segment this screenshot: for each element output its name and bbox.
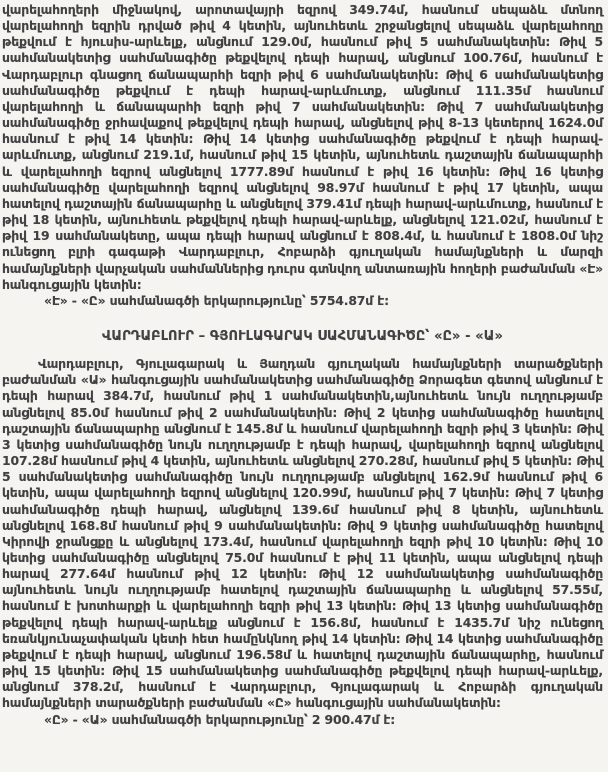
boundary-description-paragraph-2: Վարդաբլուր, Գյուլագարակ և Յաղդան գյուղական համայնքների տարածքների բաժանման «Ա» հանգուցային սահմանակետից սահմանագիծը Ձորագետ գետով անցնում է դեպի հարավ 384.7մ, հասնում թիվ 1 սահմանակետին,այնուհետև նույն ուղղությամբ անցնելով 85.0մ հասնում թիվ 2 սահմանակետին: Թիվ 2 կետից սահմանագիծը հատելով դաշտային ճանապարհը անցնում է 145.8մ և հասնում վարելահողի եզրի թիվ 3 կետին: Թիվ 3 կետից սահմանագիծը նույն ուղղությամբ է դեպի հարավ, վարելահողի եզրով անցնելով 107.28մ հասնում թիվ 4 կետին, այնուհետև անցնելով 270.28մ, հասնում թիվ 5 կետին: Թիվ 5 սահմանակետից սահմանագիծը նույն ուղղությամբ անցնելով 162.9մ հասնում թիվ 6 կետին, ապա վարելահողի եզրով անցնելով 120.99մ, հասնում թիվ 7 կետին: Թիվ 7 կետից սահմանագիծը դեպի հարավ, անցնելով 139.6մ հասնում թիվ 8 կետին, այնուհետև անցնելով 168.8մ հասնում թիվ 9 սահմանակետին: Թիվ 9 կետից սահմանագիծը հատելով Կիրովի ջրանցքը և անցնելով 173.4մ, հասնում վարելահողի եզրի թիվ 10 կետին: Թիվ 10 կետից սահմանագիծը անցնելով 75.0մ հասնում է թիվ 11 կետին, ապա անցնելով դեպի հարավ 277.64մ հասնում թիվ 12 կետին: Թիվ 12 սահմանակետից սահմանագիծը այնուհետև նույն ուղղությամբ հատելով դաշտային ճանապարհը և անցնելով 57.55մ, հասնում է խոտհարքի և վարելահողի եզրի թիվ 13 կետին: Թիվ 13 կետից սահմանագիծը թեքվելով դեպի հարավ-արևելք անցնում է 156.8մ, հասնում է 1435.7մ նիշ ունեցող եռանկյունաչափական կետի հետ համընկնող թիվ 14 կետին: Թիվ 14 կետից սահմանագիծը թեքվում է դեպի հարավ, անցնում 196.58մ և հատելով դաշտային ճանապարհը, հասնում թիվ 15 կետին: Թիվ 15 սահմանակետից սահմանագիծը թեքվելով դեպի հարավ-արևելք, անցնում 378.2մ, հասնում է Վարդաբլուր, Գյուլագարակ և Հոբարձի գյուղական համայնքների տարածքների բաժանման «Ը» հանգուցային սահմանակետին: [2, 356, 603, 711]
boundary-length-statement-1: «Է» - «Ը» սահմանագծի երկարությունը՝ 5754.87մ է: [44, 292, 389, 308]
section-heading-vardablur-gyulagarak: ՎԱՐԴԱԲԼՈՒՐ – ԳՅՈՒԼԱԳԱՐԱԿ ՍԱՀՄԱՆԱԳԻԾԸ՝ «Ը» - «Ա» [102, 328, 503, 344]
boundary-length-statement-2: «Ը» - «Ա» սահմանագծի երկարությունը՝ 2 900.47մ է: [44, 711, 396, 727]
boundary-description-paragraph-1: վարելահողերի միջնակով, արոտավայրի եզրով 349.74մ, հասնում սեպաձև մտնող վարելահողի եզրին դրված թիվ 4 կետին, այնուհետև շրջանցելով սեպաձև վարելահողը թեքվում է հյուսիս-արևելք, անցնում 129.0մ, հասնում թիվ 5 սահմանակետին: Թիվ 5 սահմանակետից սահմանագիծը թեքվելով դեպի հարավ, անցնում 100.76մ, հասնում է Վարդաբլուր գնացող ճանապարհի եզրի թիվ 6 սահմանակետին: Թիվ 6 սահմանակետից սահմանագիծը թեքվում է դեպի հարավ-արևմուտք, անցնում 111.35մ հասնում վարելահողի և ճանապարհի եզրի թիվ 7 սահմանակետին: Թիվ 7 սահմանակետից սահմանագիծը ջրհավաքով թեքվելով դեպի հարավ, անցնելով թիվ 8-13 կետերով 1624.0մ հասնում է թիվ 14 կետին: Թիվ 14 կետից սահմանագիծը թեքվում է դեպի հարավ-արևմուտք, անցնում 219.1մ, հասնում թիվ 15 կետին, այնուհետև դաշտային ճանապարհի և վարելահողի եզրով անցնելով 1777.89մ հասնում է թիվ 16 կետին: Թիվ 16 կետից սահմանագիծը վարելահողի եզրով անցնելով 98.97մ հասնում է թիվ 17 կետին, ապա հատելով դաշտային ճանապարհը և անցնելով 379.41մ դեպի հարավ-արևմուտք, հասնում է թիվ 18 կետին, այնուհետև թեքվելով դեպի հարավ-արևելք, անցնելով 121.02մ, հասնում է թիվ 19 սահմանակետը, ապա դեպի հարավ անցնում է 808.4մ, և հասնում է 1808.0մ նիշ ունեցող բլրի գագաթի Վարդաբլուր, Հոբարձի գյուղական համայնքների և մարզի համայնքների վարչական սահմաններից դուրս գտնվող անտառային հողերի բաժանման «Է» հանգուցային կետին: [2, 2, 603, 292]
